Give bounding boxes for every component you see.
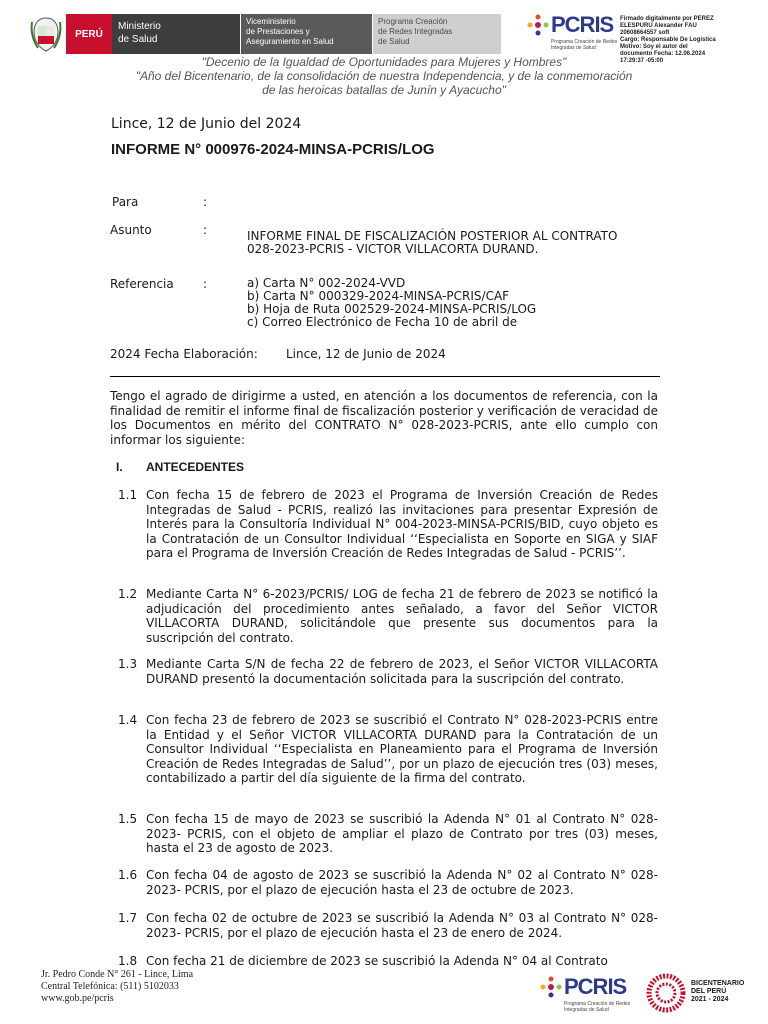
referencia-item: a) Carta N° 002-2024-VVD [247,276,406,290]
asunto-colon: : [203,223,208,237]
intro-paragraph: Tengo el agrado de dirigirme a usted, en atención a los documentos de referencia, con la finalidad de remitir el informe final de fiscalización posterior y verificación de veracidad de los Documentos en mérito del CONTRATO N° 028-2023-PCRIS, ante ello cumplo con informar los siguiente: [110,389,658,447]
item-number: 1.2 [118,587,138,601]
item-text: Con fecha 23 de febrero de 2023 se suscribió el Contrato N° 028-2023-PCRIS entre la Entidad y el Señor VICTOR VILLACORTA DURAND para la Contratación de un Consultor Individual ‘‘Especialista en Planeamiento para el Programa de Inversión Creación de Redes Integradas de Salud’’, por un plazo de ejecución tres (03) meses, contabilizado a partir del día siguiente de la firma del contrato. [146,713,658,785]
asunto-value: INFORME FINAL DE FISCALIZACIÓN POSTERIOR AL CONTRATO 028-2023-PCRIS - VICTOR VILLACORTA DURAND. [247,229,618,256]
asunto-label: Asunto [110,223,152,237]
item-number: 1.5 [118,812,138,826]
pcris-logo-subtitle: Programa Creación de Redes Integradas de Salud [551,39,618,51]
item-text: Mediante Carta S/N de fecha 22 de febrero de 2023, el Señor VICTOR VILLACORTA DURAND presentó la documentación solicitada para la suscripción del contrato. [146,657,658,686]
item-text: Con fecha 04 de agosto de 2023 se suscribió la Adenda N° 02 al Contrato N° 028-2023- PCRIS, por el plazo de ejecución hasta el 23 de octubre de 2023. [146,868,658,897]
section-title: ANTECEDENTES [146,460,245,474]
para-label: Para [112,195,139,209]
pcris-logo-icon [540,976,562,998]
pcris-logo-icon [527,14,549,36]
peru-badge: PERÚ [66,14,112,54]
referencia-label: Referencia [110,277,174,291]
ministry-badge: Ministerio de Salud [112,14,240,54]
document-date: Lince, 12 de Junio del 2024 [111,116,302,132]
fecha-elaboracion-value: Lince, 12 de Junio de 2024 [286,347,446,361]
program-badge: Programa Creación de Redes Integradas de Salud [373,14,501,54]
peru-coat-of-arms-icon [28,14,64,54]
bicentenario-logo [645,972,755,1014]
item-number: 1.7 [118,911,138,925]
slogan-line-1: "Decenio de la Igualdad de Oportunidades para Mujeres y Hombres" [201,55,567,69]
item-number: 1.3 [118,657,138,671]
fecha-elaboracion-label: 2024 Fecha Elaboración: [110,347,258,361]
divider [110,376,660,377]
pcris-logo-word: PCRIS [564,974,627,999]
viceministry-badge: Viceministerio de Prestaciones y Aseguramiento en Salud [241,14,372,54]
item-text: Con fecha 15 de febrero de 2023 el Programa de Inversión Creación de Redes Integradas de Salud - PCRIS, realizó las invitaciones para presentar Expresión de Interés para la Consultoría Individual N° 004-2023-MINSA-PCRIS/BID, cuyo objeto es la Contratación de un Consultor Individual ‘‘Especialista en Soporte en SIGA y SIAF para el Programa de Inversión Creación de Redes Integradas de Salud - PCRIS’’. [146,488,658,560]
pcris-logo-subtitle: Programa Creación de Redes Integradas de Salud [564,1001,631,1013]
section-number: I. [116,460,123,474]
item-number: 1.8 [118,954,138,968]
digital-signature: Firmado digitalmente por PEREZ ELESPURU Alexander FAU 20608664557 soft Cargo: Responsable De Logística Motivo: Soy el autor del documento Fecha: 12.06.2024 17:29:37 -05:00 [620,16,716,64]
pcris-logo-word: PCRIS [551,12,614,37]
document-title: INFORME N° 000976-2024-MINSA-PCRIS/LOG [111,141,435,158]
bicentenario-text: BICENTENARIO DEL PERÚ 2021 - 2024 [691,980,745,1003]
item-number: 1.1 [118,488,138,502]
referencia-item: c) Correo Electrónico de Fecha 10 de abril de [247,315,518,329]
item-text: Con fecha 02 de octubre de 2023 se suscribió la Adenda N° 03 al Contrato N° 028-2023- PCRIS, por el plazo de ejecución hasta el 23 de enero de 2024. [146,911,658,940]
item-text: Con fecha 15 de mayo de 2023 se suscribió la Adenda N° 01 al Contrato N° 028-2023- PCRIS, con el objeto de ampliar el plazo de Contrato por tres (03) meses, hasta el 23 de agosto de 2023. [146,812,658,855]
item-number: 1.6 [118,868,138,882]
footer-pcris-logo [540,974,640,1014]
item-number: 1.4 [118,713,138,727]
referencia-list [247,277,536,329]
item-text: Mediante Carta N° 6-2023/PCRIS/ LOG de fecha 21 de febrero de 2023 se notificó la adjudicación del procedimiento antes señalado, a favor del Señor VICTOR VILLACORTA DURAND, solicitándole que presente sus documentos para la suscripción del contrato. [146,587,658,645]
slogan-line-3: de las heroicas batallas de Junín y Ayacucho" [262,83,506,97]
referencia-colon: : [203,277,208,291]
para-colon: : [203,195,208,209]
footer-address: Jr. Pedro Conde N° 261 - Lince, Lima Central Telefónica: (511) 5102033 www.gob.pe/pcris [41,969,194,1004]
referencia-item: b) Carta N° 000329-2024-MINSA-PCRIS/CAF [247,289,510,303]
referencia-item: b) Hoja de Ruta 002529-2024-MINSA-PCRIS/LOG [247,302,537,316]
item-text: Con fecha 21 de diciembre de 2023 se suscribió la Adenda N° 04 al Contrato [146,954,608,968]
pcris-logo [527,12,619,54]
bicentenario-emblem-icon [645,972,687,1014]
slogan-line-2: "Año del Bicentenario, de la consolidación de nuestra Independencia, y de la conmemoración [135,69,633,83]
